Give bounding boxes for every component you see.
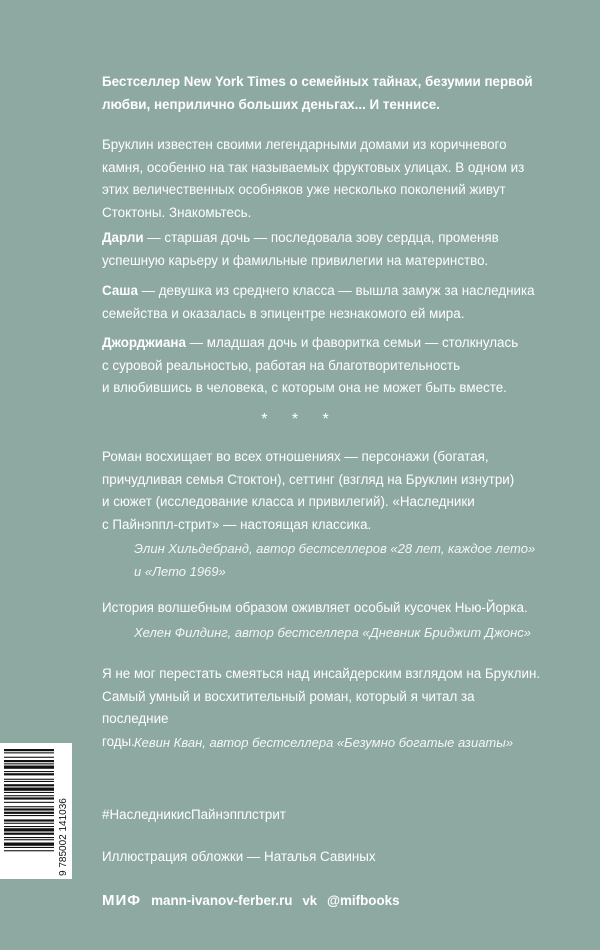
barcode-bar <box>4 795 54 796</box>
character-name: Дарли <box>102 230 144 245</box>
quote-1 <box>102 446 542 536</box>
attribution-line: Элин Хильдебранд, автор бестселлеров «28 лет, каждое лето» <box>134 541 536 556</box>
barcode-bar <box>4 771 54 772</box>
barcode-bar <box>4 837 54 838</box>
quote-line: причудливая семья Стоктон), сеттинг (взгляд на Бруклин изнутри) <box>102 471 515 487</box>
quote-1-attribution <box>134 538 554 583</box>
vk-icon[interactable]: vk <box>302 892 317 908</box>
quote-line: годы. <box>102 733 135 749</box>
intro-paragraph <box>102 134 542 224</box>
barcode-bar <box>4 766 54 769</box>
barcode-bar <box>4 773 54 775</box>
quote-3-attribution <box>134 732 554 755</box>
barcode-bar <box>4 797 54 799</box>
character-georgiana <box>102 332 542 400</box>
character-desc: семейства и оказалась в эпицентре незнакомого ей мира. <box>102 305 465 321</box>
lead-blurb <box>102 71 542 116</box>
character-desc: успешную карьеру и фамильные привилегии на материнство. <box>102 252 489 268</box>
barcode-graphic <box>0 743 72 879</box>
barcode-bar <box>4 847 54 848</box>
barcode-bar <box>4 819 54 821</box>
intro-line: Бруклин известен своими легендарными домами из коричневого <box>102 137 507 152</box>
social-handle[interactable]: @mifbooks <box>326 892 400 908</box>
barcode-bar <box>4 806 54 807</box>
lead-line: любви, неприлично больших деньгах... И теннисе. <box>102 96 440 112</box>
intro-line: камня, особенно на так называемых фруктовых улицах. В одном из <box>102 159 525 175</box>
character-desc: с суровой реальностью, работая на благотворительность <box>102 357 461 373</box>
isbn-barcode <box>0 743 72 879</box>
barcode-bar <box>4 788 54 791</box>
barcode-bar <box>4 802 54 803</box>
barcode-bar <box>4 850 54 851</box>
character-darley <box>102 227 542 272</box>
barcode-bar <box>4 812 54 814</box>
publisher-logo: МИФ <box>102 891 142 909</box>
barcode-bar <box>4 843 54 846</box>
character-desc: — старшая дочь — последовала зову сердца, променяв <box>143 230 499 245</box>
attribution-line: и «Лето 1969» <box>134 563 226 579</box>
barcode-digits: 9 785002 141036 <box>58 798 69 876</box>
section-separator: * * * <box>261 411 339 428</box>
quote-line: Роман восхищает во всех отношениях — персонажи (богатая, <box>102 449 489 464</box>
character-desc: и влюбившись в человека, с которым она не может быть вместе. <box>102 380 507 396</box>
quote-line: и сюжет (исследование класса и привилегий). «Наследники <box>102 494 475 510</box>
character-sasha <box>102 280 542 325</box>
barcode-bar <box>4 779 54 780</box>
barcode-bar <box>4 763 54 764</box>
publisher-website[interactable]: mann-ivanov-ferber.ru <box>151 892 293 908</box>
character-desc: — младшая дочь и фаворитка семьи — столкнулась <box>185 335 519 350</box>
intro-line: этих величественных особняков уже несколько поколений живут <box>102 182 506 198</box>
barcode-bar <box>4 752 54 753</box>
quote-2-attribution <box>134 622 554 645</box>
lead-line: Бестселлер New York Times о семейных тайнах, безумии первой <box>102 74 533 89</box>
barcode-bar <box>4 826 54 827</box>
quote-line: Я не мог перестать смеяться над инсайдерским взглядом на Бруклин. <box>102 666 541 681</box>
quote-line: История волшебным образом оживляет особый кусочек Нью-Йорка. <box>102 600 528 615</box>
barcode-bar <box>4 749 54 751</box>
character-name: Саша <box>102 283 138 298</box>
barcode-bar <box>4 760 54 762</box>
barcode-bar <box>4 815 54 816</box>
attribution-line: Хелен Филдинг, автор бестселлера «Дневник Бриджит Джонс» <box>134 625 531 640</box>
barcode-bar <box>4 808 54 810</box>
barcode-bar <box>4 784 54 786</box>
hashtag: #НаследникисПайнэпплстрит <box>102 807 286 822</box>
quote-2 <box>102 597 542 620</box>
intro-line: Стоктоны. Знакомьтесь. <box>102 204 252 220</box>
barcode-bar <box>4 839 54 840</box>
attribution-line: Кевин Кван, автор бестселлера «Безумно богатые азиаты» <box>134 735 514 750</box>
barcode-bar <box>4 781 54 782</box>
barcode-bar <box>4 833 54 835</box>
quote-line: Самый умный и восхитительный роман, который я читал за последние <box>102 688 475 727</box>
barcode-bar <box>4 823 54 824</box>
quote-line: с Пайнэппл-стрит» — настоящая классика. <box>102 516 372 532</box>
publisher-footer <box>102 889 400 911</box>
barcode-bar <box>4 792 54 793</box>
barcode-bar <box>4 757 54 758</box>
illustration-credit: Иллюстрация обложки — Наталья Савиных <box>102 849 376 864</box>
character-desc: — девушка из среднего класса — вышла замуж за наследника <box>137 283 535 298</box>
barcode-bar <box>4 828 54 831</box>
character-name: Джорджиана <box>102 335 186 350</box>
